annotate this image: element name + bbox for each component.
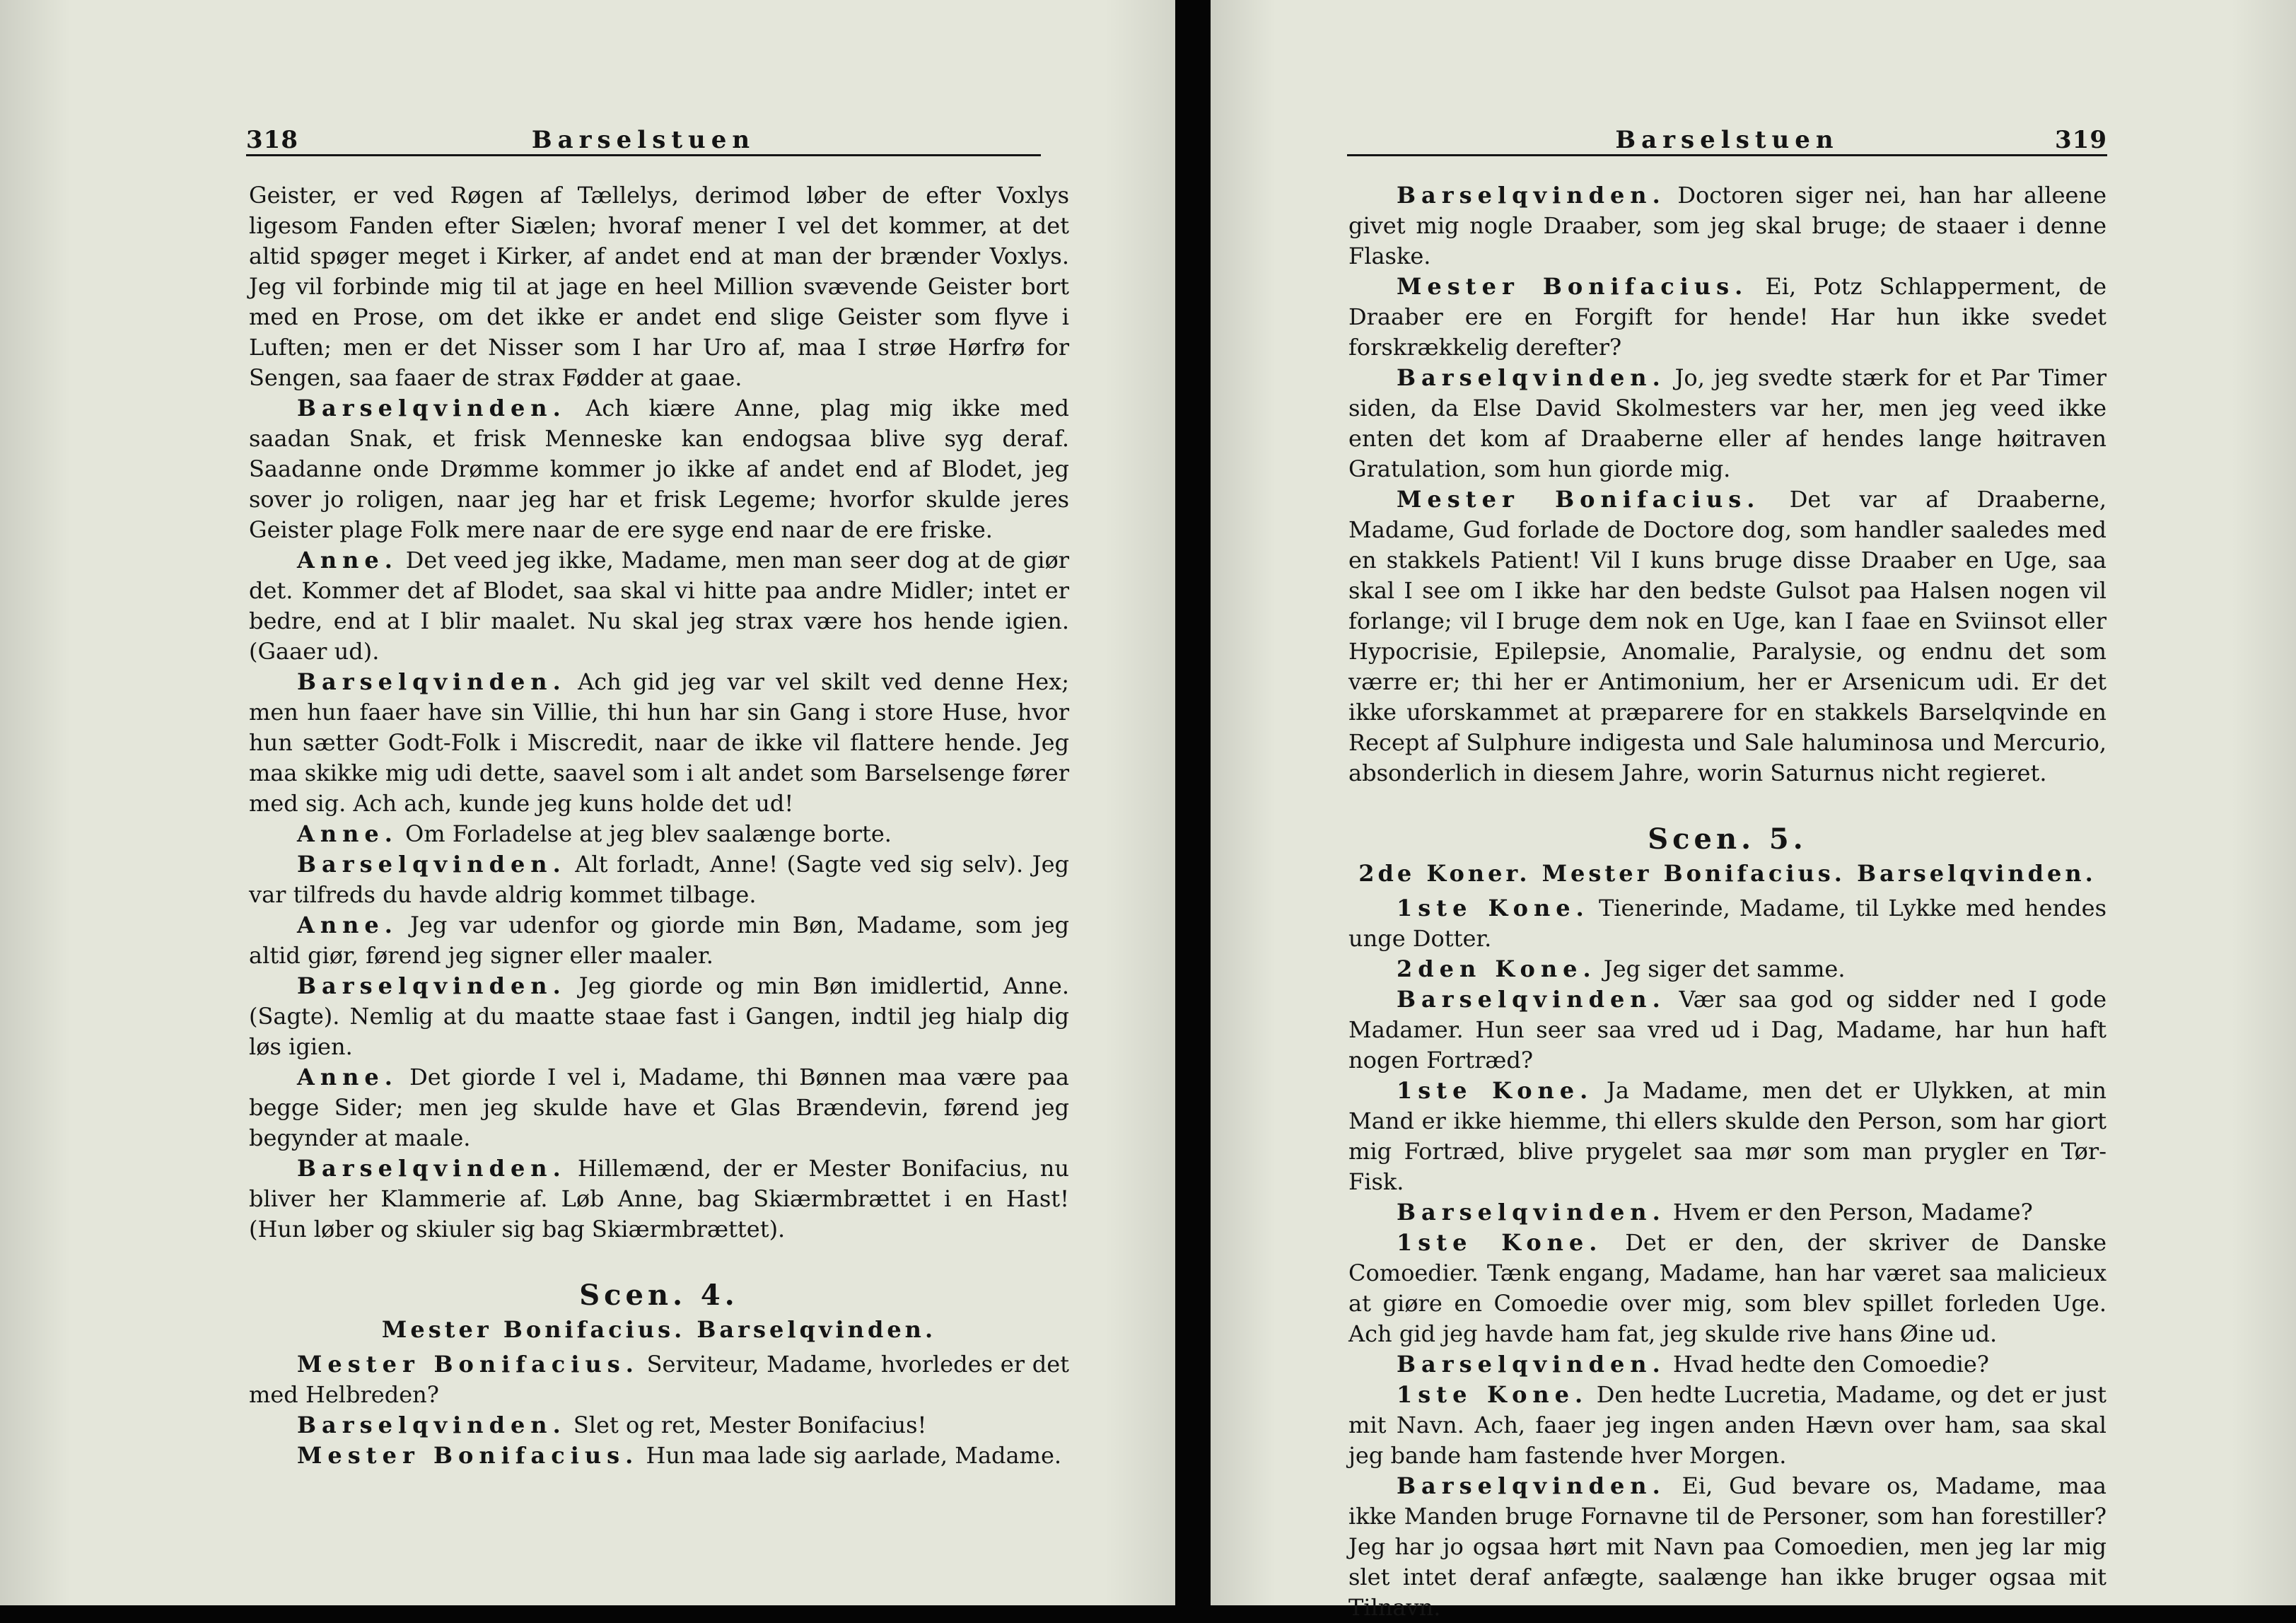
- dialogue-text: Jo, jeg svedte stærk for et Par Timer siden, da Else David Skolmesters var her, men jeg veed ikke enten det kom af Draaberne eller af hendes lange høitraven Gratulation, som hun giorde mig.: [1348, 364, 2107, 482]
- dialogue-paragraph: [249, 1410, 1069, 1441]
- dialogue-paragraph: [1348, 954, 2106, 984]
- dialogue-text: Jeg var udenfor og giorde min Bøn, Madame, som jeg altid giør, førend jeg signer eller maaler.: [249, 912, 1070, 969]
- dialogue-text: Doctoren siger nei, han har alleene givet mig nogle Draaber, som jeg skal bruge; de staaer i denne Flaske.: [1348, 182, 2107, 269]
- speaker-name: 1ste Kone.: [1397, 1229, 1603, 1256]
- dialogue-paragraph: [1348, 484, 2106, 789]
- right-text-body: [1348, 180, 2106, 1623]
- speaker-name: Barselqvinden.: [1397, 1199, 1666, 1226]
- right-page: [1211, 0, 2296, 1621]
- dialogue-text: Alt forladt, Anne! (Sagte ved sig selv). Jeg var tilfreds du havde aldrig kommet tilbage.: [249, 851, 1069, 908]
- dialogue-paragraph: [1348, 893, 2106, 954]
- speaker-name: 1ste Kone.: [1397, 1077, 1594, 1104]
- dialogue-text: Hillemænd, der er Mester Bonifacius, nu bliver her Klammerie af. Løb Anne, bag Skiærmbrættet i en Hast! (Hun løber og skiuler sig bag Skiærmbrættet).: [249, 1155, 1070, 1243]
- speaker-name: Anne.: [297, 547, 398, 574]
- dialogue-paragraph: [1348, 1349, 2106, 1380]
- speaker-name: Barselqvinden.: [1397, 182, 1666, 209]
- dialogue-text: Den hedte Lucretia, Madame, og det er just mit Navn. Ach, faaer jeg ingen anden Hævn over ham, saa skal jeg bande ham fastende hver Morgen.: [1348, 1381, 2106, 1469]
- right-running-head: [1347, 126, 2107, 154]
- running-title: Barselstuen: [1615, 126, 1839, 154]
- dialogue-text: Hvad hedte den Comoedie?: [1672, 1351, 1989, 1378]
- dialogue-paragraph: [249, 545, 1069, 667]
- dialogue-text: Jeg siger det samme.: [1603, 955, 1846, 982]
- dialogue-paragraph: [1348, 180, 2106, 272]
- dialogue-text: Det veed jeg ikke, Madame, men man seer dog at de giør det. Kommer det af Blodet, saa skal vi hitte paa andre Midler; intet er bedre, end at I blir maalet. Nu skal jeg strax være hos hende igien. (Gaaer ud).: [249, 547, 1070, 665]
- speaker-name: 1ste Kone.: [1397, 1381, 1589, 1408]
- dialogue-text: Ach kiære Anne, plag mig ikke med saadan Snak, et frisk Menneske kan endogsaa blive syg deraf. Saadanne onde Drømme kommer jo ikke af andet end af Blodet, jeg sover jo roligen, naar jeg har et frisk Legeme; hvorfor skulde jeres Geister plage Folk mere naar de ere syge end naar de ere friske.: [249, 395, 1070, 543]
- dialogue-paragraph: [249, 1441, 1069, 1471]
- dialogue-text: Slet og ret, Mester Bonifacius!: [573, 1412, 927, 1438]
- speaker-name: Barselqvinden.: [1397, 1351, 1666, 1378]
- speaker-name: Barselqvinden.: [1397, 986, 1666, 1013]
- dialogue-paragraph: [249, 819, 1069, 849]
- speaker-name: Barselqvinden.: [297, 1155, 566, 1182]
- left-running-head: [246, 126, 1041, 154]
- dialogue-paragraph: [249, 1349, 1069, 1410]
- dialogue-text: Hun maa lade sig aarlade, Madame.: [646, 1442, 1062, 1469]
- left-text-body: [249, 180, 1069, 1471]
- scene-heading: Scen. 4.: [579, 1279, 739, 1312]
- dialogue-text: Tienerinde, Madame, til Lykke med hendes unge Dotter.: [1348, 895, 2107, 952]
- scene-characters: 2de Koner. Mester Bonifacius. Barselqvinden.: [1358, 860, 2097, 887]
- dialogue-paragraph: [1348, 1197, 2106, 1228]
- speaker-name: Barselqvinden.: [1397, 364, 1666, 391]
- dialogue-paragraph: [1348, 1380, 2106, 1471]
- speaker-name: Mester Bonifacius.: [1397, 486, 1761, 513]
- dialogue-text: Ja Madame, men det er Ulykken, at min Mand er ikke hiemme, thi ellers skulde den Person, som har giort mig Fortræd, blive prygelet saa mør som man prygler en Tør-Fisk.: [1348, 1077, 2107, 1195]
- dialogue-paragraph: [249, 180, 1069, 393]
- dialogue-paragraph: [1348, 1471, 2106, 1623]
- dialogue-text: Ach gid jeg var vel skilt ved denne Hex; men hun faaer have sin Villie, thi hun har sin Gang i store Huse, hvor hun sætter Godt-Folk i Miscredit, naar de ikke vil flattere hende. Jeg maa skikke mig udi dette, saavel som i alt andet som Barselsenge fører med sig. Ach ach, kunde jeg kuns holde det ud!: [249, 668, 1069, 817]
- dialogue-text: Ei, Gud bevare os, Madame, maa ikke Manden bruge Fornavne til de Personer, som han forestiller? Jeg har jo ogsaa hørt mit Navn paa Comoedien, men jeg lar mig slet intet deraf anfægte, saalænge han ikke bruger ogsaa mit Tilnavn.: [1348, 1472, 2107, 1621]
- dialogue-text: Geister, er ved Røgen af Tællelys, derimod løber de efter Voxlys ligesom Fanden efter Siælen; hvoraf mener I vel det kommer, at det altid spøger meget i Kirker, af andet end at man der brænder Voxlys. Jeg vil forbinde mig til at jage en heel Million svævende Geister bort med en Prose, om det ikke er andet end slige Geister som flyve i Luften; men er det Nisser som I har Uro af, maa I strøe Hørfrø for Sengen, saa faaer de strax Fødder at gaae.: [249, 182, 1069, 391]
- dialogue-text: Om Forladelse at jeg blev saalænge borte.: [405, 820, 892, 847]
- speaker-name: Anne.: [297, 1064, 398, 1090]
- dialogue-paragraph: [249, 1153, 1069, 1245]
- book-gutter: [1175, 0, 1211, 1605]
- running-title: Barselstuen: [531, 126, 756, 154]
- speaker-name: Anne.: [297, 820, 398, 847]
- dialogue-text: Det er den, der skriver de Danske Comoedier. Tænk engang, Madame, han har været saa malicieux at giøre en Comoedie over mig, som blev spillet forleden Uge. Ach gid jeg havde ham fat, jeg skulde rive hans Øine ud.: [1348, 1229, 2107, 1347]
- speaker-name: Mester Bonifacius.: [1397, 273, 1749, 300]
- dialogue-paragraph: [1348, 272, 2106, 363]
- dialogue-text: Vær saa god og sidder ned I gode Madamer. Hun seer saa vred ud i Dag, Madame, har hun haft nogen Fortræd?: [1348, 986, 2107, 1074]
- dialogue-text: Det var af Draaberne, Madame, Gud forlade de Doctore dog, som handler saaledes med en stakkels Patient! Vil I kuns bruge disse Draaber en Uge, saa skal I see om I ikke har den bedste Gulsot paa Halsen nogen vil forlange; vil I bruge dem nok en Uge, kan I faae en Sviinsot eller Hypocrisie, Epilepsie, Anomalie, Paralysie, og endnu det som værre er; thi her er Antimonium, her er Arsenicum udi. Er det ikke uforskammet at præparere for en stakkels Barselqvinde en Recept af Sulphure indigesta und Sale haluminosa und Mercurio, absonderlich in diesem Jahre, worin Saturnus nicht regieret.: [1348, 486, 2106, 786]
- header-rule: [246, 154, 1041, 156]
- dialogue-paragraph: [249, 910, 1069, 971]
- speaker-name: Barselqvinden.: [1397, 1472, 1666, 1499]
- dialogue-text: Ei, Potz Schlapperment, de Draaber ere en Forgift for hende! Har hun ikke svedet forskrækkelig derefter?: [1348, 273, 2107, 361]
- speaker-name: Barselqvinden.: [297, 851, 566, 878]
- speaker-name: 1ste Kone.: [1397, 895, 1590, 921]
- speaker-name: Barselqvinden.: [297, 668, 566, 695]
- speaker-name: Barselqvinden.: [297, 395, 566, 421]
- dialogue-paragraph: [1348, 1228, 2106, 1349]
- dialogue-text: Serviteur, Madame, hvorledes er det med Helbreden?: [249, 1351, 1070, 1408]
- dialogue-paragraph: [249, 849, 1069, 910]
- dialogue-paragraph: [1348, 363, 2106, 484]
- speaker-name: Mester Bonifacius.: [297, 1442, 639, 1469]
- dialogue-paragraph: [249, 667, 1069, 819]
- page-number: 318: [246, 126, 298, 154]
- dialogue-paragraph: [249, 393, 1069, 545]
- speaker-name: Mester Bonifacius.: [297, 1351, 639, 1378]
- speaker-name: Barselqvinden.: [297, 1412, 566, 1438]
- dialogue-paragraph: [249, 971, 1069, 1062]
- dialogue-paragraph: [1348, 984, 2106, 1076]
- speaker-name: Anne.: [297, 912, 398, 938]
- speaker-name: Barselqvinden.: [297, 972, 566, 999]
- header-rule: [1347, 154, 2107, 156]
- dialogue-text: Hvem er den Person, Madame?: [1672, 1199, 2033, 1226]
- dialogue-text: Det giorde I vel i, Madame, thi Bønnen maa være paa begge Sider; men jeg skulde have et Glas Brændevin, førend jeg begynder at maale.: [249, 1064, 1070, 1151]
- dialogue-text: Jeg giorde og min Bøn imidlertid, Anne. (Sagte). Nemlig at du maatte staae fast i Gangen, indtil jeg hialp dig løs igien.: [249, 972, 1070, 1060]
- page-number: 319: [2055, 126, 2107, 154]
- speaker-name: 2den Kone.: [1397, 955, 1597, 982]
- dialogue-paragraph: [249, 1062, 1069, 1153]
- dialogue-paragraph: [1348, 1076, 2106, 1197]
- scene-heading: Scen. 5.: [1648, 822, 1807, 856]
- scene-characters: Mester Bonifacius. Barselqvinden.: [381, 1316, 937, 1343]
